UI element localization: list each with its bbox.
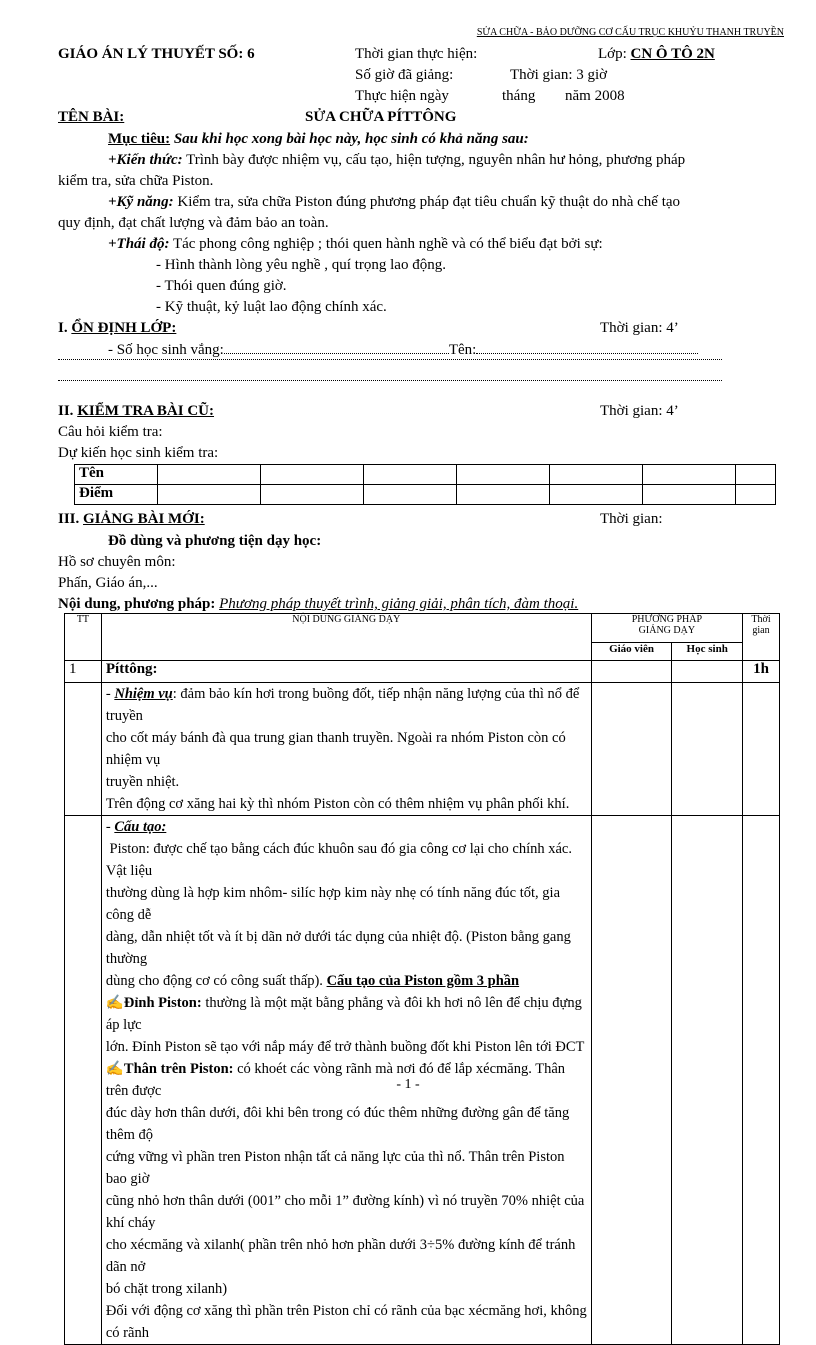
content-table <box>64 613 780 1345</box>
year-label: năm 2008 <box>565 88 625 104</box>
page-number: - 1 - <box>396 1077 420 1092</box>
score-row-grade-label: Điểm <box>75 485 158 505</box>
chalk-line: Phấn, Giáo án,... <box>58 575 158 591</box>
row-title: Píttông: <box>101 661 591 683</box>
structure-cell: - Cấu tạo: Piston: được chế tạo bằng cách đúc khuôn sau đó gia công cơ lại cho chính xác. Vật liệu thường dùng là hợp kim nhôm- silíc hợp kim này nhẹ có tính năng đúc tốt, gia công dễ dàng, dẫn nhiệt tốt và ít bị dãn nở dưới tác dụng của nhiệt độ. (Piston bằng gang thường dùng cho động cơ có công suất thấp). Cấu tạo của Piston gồm 3 phần ✍Đỉnh Piston: thường là một mặt bằng phẳng và đôi kh hơi nô lên để chịu đựng áp lực lớn. Đỉnh Piston sẽ tạo với nắp máy để trở thành buồng đốt khi Piston lên tới ĐCT ✍Thân trên Piston: có khoét các vòng rãnh mà nơi đó để lắp xécmăng. Thân trên được đúc dày hơn thân dưới, đôi khi bên trong có đúc thêm những đường gân để tăng thêm độ cứng vững vì phần tren Piston nhận tất cả năng lực của thì nổ. Thân trên Piston bao giờ cũng nhỏ hơn thân dưới (001” cho mỗi 1” đường kính) vì nó truyền 70% nhiệt của khí cháy cho xécmăng và xilanh( phần trên nhỏ hơn phần dưới 3÷5% đường kính để tránh dãn nở bó chặt trong xilanh) Đối với động cơ xăng thì phần trên Piston chỉ có rãnh của bạc xécmăng hơi, không có rãnh <box>101 816 591 1345</box>
month-label: tháng <box>502 88 536 104</box>
row-time: 1h <box>743 661 780 683</box>
check-students: Dự kiến học sinh kiểm tra: <box>58 445 219 461</box>
col-time: Thời gian <box>743 614 780 661</box>
row-number: 1 <box>65 661 102 683</box>
section-2-time: Thời gian: 4’ <box>600 403 679 419</box>
hours-taught-label: Số giờ đã giảng: <box>355 67 454 83</box>
lesson-title: SỬA CHỮA PÍTTÔNG <box>305 109 457 125</box>
time-allotted: Thời gian: 3 giờ <box>510 67 608 83</box>
section-1-heading: I. ỔN ĐỊNH LỚP: <box>58 320 177 336</box>
done-day-label: Thực hiện ngày <box>355 88 449 104</box>
lesson-number: GIÁO ÁN LÝ THUYẾT SỐ: 6 <box>58 46 255 62</box>
col-method: PHƯƠNG PHÁP GIẢNG DẠY <box>591 614 742 643</box>
skill-line: +Kỹ năng: Kiểm tra, sửa chữa Piston đúng phương pháp đạt tiêu chuẩn kỹ thuật do nhà chế tạo <box>108 194 681 210</box>
docs-line: Hồ sơ chuyên môn: <box>58 554 176 570</box>
attitude-line: +Thái độ: Tác phong công nghiệp ; thói quen hành nghề và có thể biểu đạt bởi sự: <box>108 236 603 252</box>
title-label: TÊN BÀI: <box>58 109 125 125</box>
knowledge-line: +Kiến thức: Trình bày được nhiệm vụ, cấu tạo, hiện tượng, nguyên nhân hư hỏng, phương pháp <box>108 152 686 168</box>
section-3-heading: III. GIẢNG BÀI MỚI: <box>58 511 205 527</box>
check-question: Câu hỏi kiểm tra: <box>58 424 163 440</box>
class-label: Lớp: CN Ô TÔ 2N <box>598 46 715 62</box>
dotted-line-1 <box>58 359 722 360</box>
absent-line: - Số học sinh vắng: Tên: <box>108 341 698 359</box>
class-value: CN Ô TÔ 2N <box>630 46 715 62</box>
section-3-time: Thời gian: <box>600 511 663 527</box>
score-table <box>74 464 776 505</box>
col-content: NỘI DUNG GIẢNG DẠY <box>101 614 591 661</box>
objectives-heading: Mục tiêu: Sau khi học xong bài học này, học sinh có khả năng sau: <box>108 131 529 147</box>
dotted-line-2 <box>58 380 722 381</box>
exec-time-label: Thời gian thực hiện: <box>355 46 478 62</box>
col-teacher: Giáo viên <box>591 643 672 661</box>
col-student: Học sinh <box>672 643 743 661</box>
task-cell: - Nhiệm vụ: đảm bảo kín hơi trong buồng đốt, tiếp nhận năng lượng của thì nổ để truyền cho cốt máy bánh đà qua trung gian thanh truyền. Ngoài ra nhóm Piston còn có nhiệm vụ truyền nhiệt. Trên động cơ xăng hai kỳ thì nhóm Piston còn có thêm nhiệm vụ phân phối khí. <box>101 683 591 816</box>
score-row-name-label: Tên <box>75 465 158 485</box>
attitude-item-2: - Thói quen đúng giờ. <box>156 278 287 294</box>
skill-line-2: quy định, đạt chất lượng và đảm bảo an toàn. <box>58 215 329 231</box>
attitude-item-3: - Kỹ thuật, kỷ luật lao động chính xác. <box>156 299 387 315</box>
running-header: SỬA CHỮA - BẢO DƯỠNG CƠ CẤU TRỤC KHUỶU THANH TRUYỀN <box>476 27 784 38</box>
knowledge-line-2: kiểm tra, sửa chữa Piston. <box>58 173 214 189</box>
col-tt: TT <box>65 614 102 661</box>
section-2-heading: II. KIỂM TRA BÀI CŨ: <box>58 403 215 419</box>
method-line: Nội dung, phương pháp: Phương pháp thuyết trình, giảng giải, phân tích, đàm thoại. <box>58 596 579 612</box>
section-1-time: Thời gian: 4’ <box>600 320 679 336</box>
tools-heading: Đồ dùng và phương tiện dạy học: <box>108 533 322 549</box>
attitude-item-1: - Hình thành lòng yêu nghề , quí trọng lao động. <box>156 257 446 273</box>
